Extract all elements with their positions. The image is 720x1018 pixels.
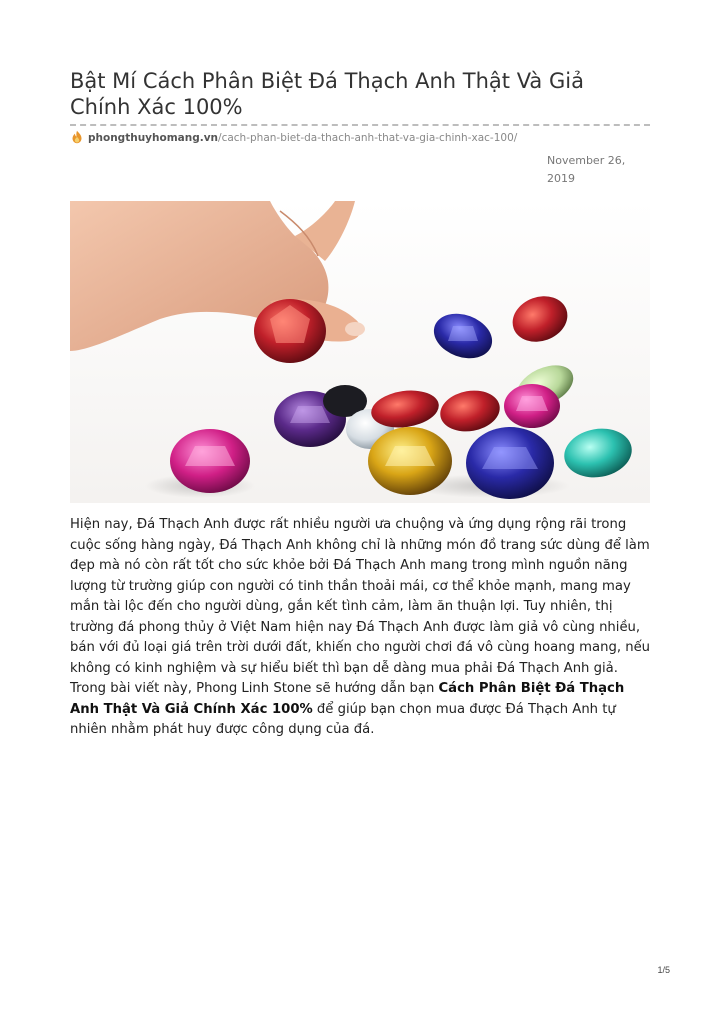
source-path[interactable]: /cach-phan-biet-da-thach-anh-that-va-gia-chinh-xac-100/ [218, 132, 518, 144]
blue-gem-large [466, 427, 554, 499]
gemstones-hero-image [70, 201, 650, 503]
red-gem [254, 299, 326, 363]
source-link[interactable] [70, 130, 650, 146]
title-divider [70, 124, 650, 126]
publish-date: November 26, 2019 [547, 154, 626, 185]
article-title: Bật Mí Cách Phân Biệt Đá Thạch Anh Thật Và Giả Chính Xác 100% [70, 69, 584, 119]
intro-text: Hiện nay, Đá Thạch Anh được rất nhiều người ưa chuộng và ứng dụng rộng rãi trong cuộc sống hàng ngày, Đá Thạch Anh không chỉ là những món đồ trang sức dùng để làm đẹp mà nó còn rất tốt cho sức khỏe bởi Đá Thạch Anh mang trong mình nguồn năng lượng từ trường giúp con người có tinh thần thoải mái, cơ thể khỏe mạnh, mang may mắn tài lộc đến cho người dùng, gắn kết tình cảm, làm ăn thuận lợi. Tuy nhiên, thị trường đá phong thủy ở Việt Nam hiện nay Đá Thạch Anh được làm giả vô cùng nhiều, bán với đủ loại giá trên trời dưới đất, khiến cho người chơi đá vô cùng hoang mang, nếu không có kinh nghiệm và sự hiểu biết thì bạn dễ dàng mua phải Đá Thạch Anh giả. Trong bài viết này, Phong Linh Stone sẽ hướng dẫn bạn [70, 517, 651, 696]
flame-logo-icon [70, 130, 84, 144]
source-domain[interactable]: phongthuyhomang.vn [88, 132, 219, 144]
intro-text-end: để giúp bạn chọn mua được Đá Thạch Anh tự nhiên nhằm phát huy được công dụng của đá. [70, 701, 616, 737]
page-number: 1/5 [657, 965, 670, 975]
pink-gem-right [504, 384, 560, 428]
pink-gem-left [170, 429, 250, 493]
intro-highlight: Cách Phân Biệt Đá Thạch Anh Thật Và Giả Chính Xác 100% [70, 681, 625, 717]
yellow-gem [368, 427, 452, 495]
gemstones-illustration [70, 201, 650, 503]
article-intro-paragraph [70, 515, 655, 741]
